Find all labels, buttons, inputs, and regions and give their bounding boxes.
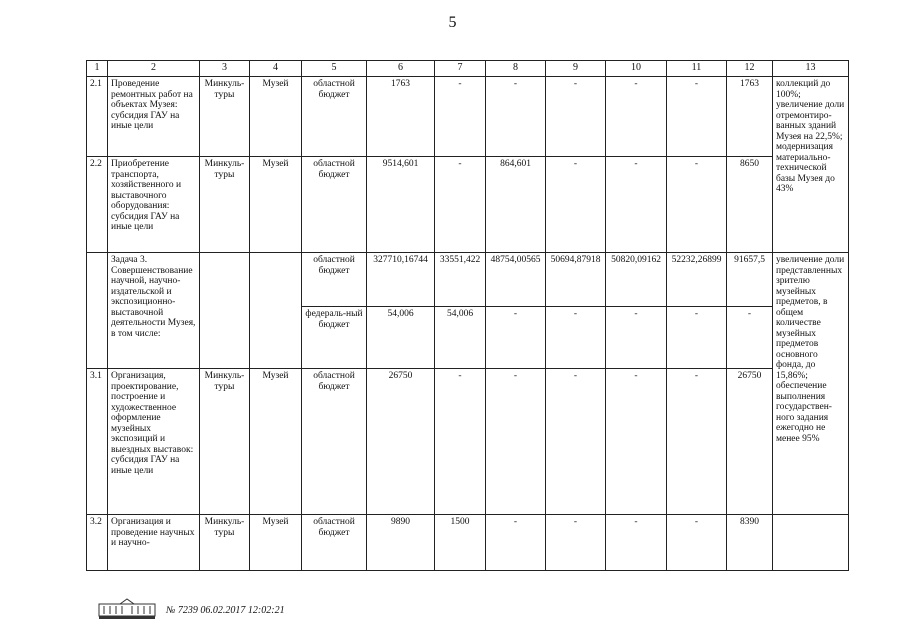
funding-source: федераль-ный бюджет bbox=[302, 307, 367, 369]
participant: Музей bbox=[250, 369, 302, 515]
row-number: 2.1 bbox=[87, 77, 108, 157]
value-2019: - bbox=[667, 369, 727, 515]
col-header: 9 bbox=[546, 61, 606, 77]
value-2015: - bbox=[435, 157, 486, 253]
page-number: 5 bbox=[448, 14, 457, 31]
value-2018: - bbox=[606, 157, 667, 253]
value-2017: - bbox=[546, 515, 606, 571]
row-number: 3.2 bbox=[87, 515, 108, 571]
executor: Минкуль-туры bbox=[200, 515, 250, 571]
col-header: 13 bbox=[773, 61, 849, 77]
value-2019: - bbox=[667, 515, 727, 571]
funding-source: областной бюджет bbox=[302, 253, 367, 307]
task-name: Задача 3. Совершенствование научной, научно-издательской и экспозиционно-выставочной деятельности Музея, в том числе: bbox=[108, 253, 200, 369]
col-header: 2 bbox=[108, 61, 200, 77]
col-header: 10 bbox=[606, 61, 667, 77]
value-2018: - bbox=[606, 307, 667, 369]
participant: Музей bbox=[250, 77, 302, 157]
participant bbox=[250, 253, 302, 369]
value-total: 26750 bbox=[367, 369, 435, 515]
value-2015: - bbox=[435, 77, 486, 157]
table-row bbox=[87, 515, 849, 571]
value-2015: 54,006 bbox=[435, 307, 486, 369]
col-header: 6 bbox=[367, 61, 435, 77]
col-header: 12 bbox=[727, 61, 773, 77]
value-2016: - bbox=[486, 515, 546, 571]
value-2020: 91657,5 bbox=[727, 253, 773, 307]
table-row bbox=[87, 77, 849, 157]
column-number-row bbox=[87, 61, 849, 77]
measure-name: Проведение ремонтных работ на объектах Музея: субсидия ГАУ на иные цели bbox=[108, 77, 200, 157]
value-2020: - bbox=[727, 307, 773, 369]
participant: Музей bbox=[250, 157, 302, 253]
funding-source: областной бюджет bbox=[302, 515, 367, 571]
value-2016: 864,601 bbox=[486, 157, 546, 253]
value-2015: - bbox=[435, 369, 486, 515]
executor: Минкуль-туры bbox=[200, 77, 250, 157]
value-total: 327710,16744 bbox=[367, 253, 435, 307]
value-2019: - bbox=[667, 77, 727, 157]
value-2018: - bbox=[606, 77, 667, 157]
value-2015: 33551,422 bbox=[435, 253, 486, 307]
expected-result: увеличение доли представленных зрителю музейных предметов, в общем количестве музейных предметов основного фонда, до 15,86%; обеспечение выполнения государствен-ного задания ежегодно не менее 95% bbox=[773, 253, 849, 515]
expected-result: коллекций до 100%; увеличение доли отремонтиро-ванных зданий Музея на 22,5%; модернизация материально-технической базы Музея до 43% bbox=[773, 77, 849, 253]
row-number bbox=[87, 253, 108, 369]
col-header: 11 bbox=[667, 61, 727, 77]
value-2019: 52232,26899 bbox=[667, 253, 727, 307]
value-2017: - bbox=[546, 77, 606, 157]
value-2020: 8390 bbox=[727, 515, 773, 571]
value-2017: - bbox=[546, 369, 606, 515]
row-number: 3.1 bbox=[87, 369, 108, 515]
executor: Минкуль-туры bbox=[200, 369, 250, 515]
value-2016: - bbox=[486, 77, 546, 157]
table-row bbox=[87, 253, 849, 307]
col-header: 1 bbox=[87, 61, 108, 77]
participant: Музей bbox=[250, 515, 302, 571]
value-total: 9514,601 bbox=[367, 157, 435, 253]
value-2020: 26750 bbox=[727, 369, 773, 515]
funding-source: областной бюджет bbox=[302, 157, 367, 253]
col-header: 3 bbox=[200, 61, 250, 77]
col-header: 7 bbox=[435, 61, 486, 77]
table-row bbox=[87, 157, 849, 253]
value-2020: 8650 bbox=[727, 157, 773, 253]
value-2019: - bbox=[667, 157, 727, 253]
value-total: 9890 bbox=[367, 515, 435, 571]
value-total: 54,006 bbox=[367, 307, 435, 369]
value-2015: 1500 bbox=[435, 515, 486, 571]
executor: Минкуль-туры bbox=[200, 157, 250, 253]
col-header: 4 bbox=[250, 61, 302, 77]
value-2016: - bbox=[486, 307, 546, 369]
value-2020: 1763 bbox=[727, 77, 773, 157]
col-header: 8 bbox=[486, 61, 546, 77]
expected-result bbox=[773, 515, 849, 571]
document-footer bbox=[98, 598, 285, 623]
value-2016: 48754,00565 bbox=[486, 253, 546, 307]
value-2018: - bbox=[606, 369, 667, 515]
measure-name: Приобретение транспорта, хозяйственного и выставочного оборудования: субсидия ГАУ на иные цели bbox=[108, 157, 200, 253]
value-2018: 50820,09162 bbox=[606, 253, 667, 307]
row-number: 2.2 bbox=[87, 157, 108, 253]
measure-name: Организация и проведение научных и научно- bbox=[108, 515, 200, 571]
funding-source: областной бюджет bbox=[302, 369, 367, 515]
value-2016: - bbox=[486, 369, 546, 515]
value-2017: 50694,87918 bbox=[546, 253, 606, 307]
program-table bbox=[86, 60, 849, 571]
value-2018: - bbox=[606, 515, 667, 571]
value-2017: - bbox=[546, 157, 606, 253]
col-header: 5 bbox=[302, 61, 367, 77]
table-row bbox=[87, 369, 849, 515]
executor bbox=[200, 253, 250, 369]
value-total: 1763 bbox=[367, 77, 435, 157]
measure-name: Организация, проектирование, построение и художественное оформление музейных экспозиций и выездных выставок: субсидия ГАУ на иные цели bbox=[108, 369, 200, 515]
registration-stamp: № 7239 06.02.2017 12:02:21 bbox=[166, 605, 285, 616]
value-2017: - bbox=[546, 307, 606, 369]
value-2019: - bbox=[667, 307, 727, 369]
funding-source: областной бюджет bbox=[302, 77, 367, 157]
government-logo-icon bbox=[98, 598, 156, 623]
